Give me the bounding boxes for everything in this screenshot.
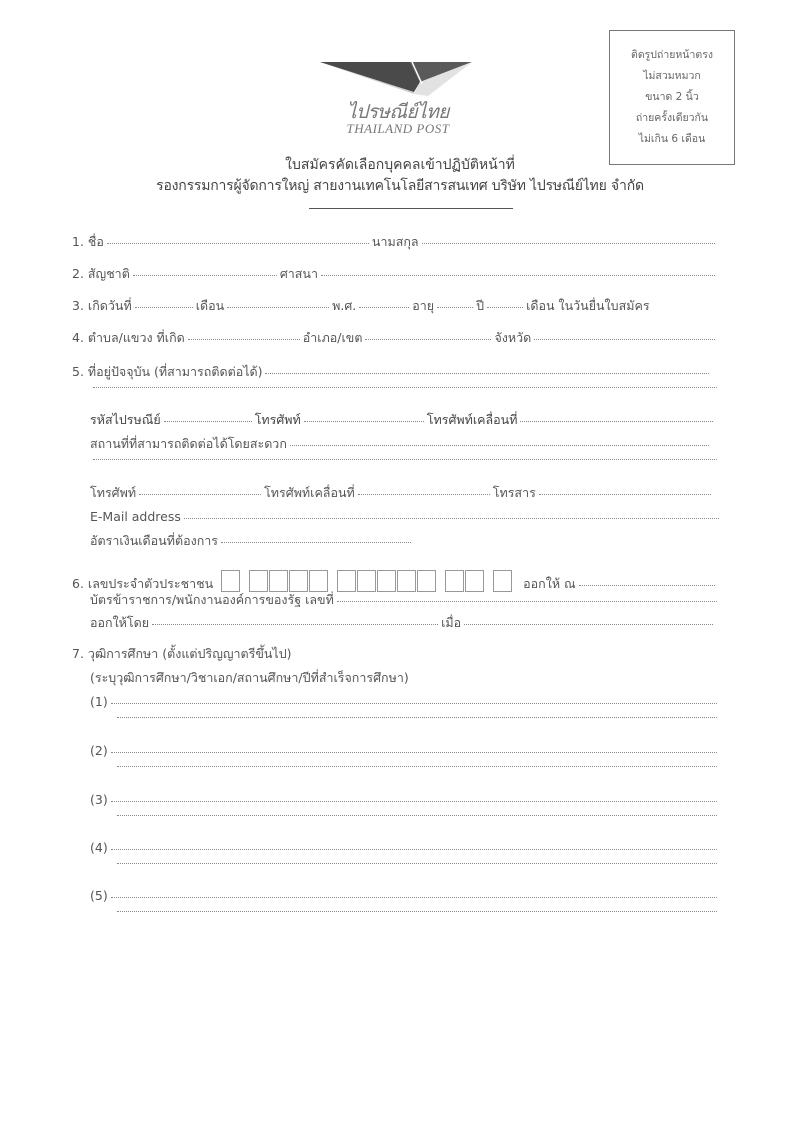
id-digit-box[interactable] xyxy=(269,570,288,592)
id-digit-box[interactable] xyxy=(493,570,512,592)
id-digit-box[interactable] xyxy=(309,570,328,592)
birth-month-field[interactable] xyxy=(227,306,329,308)
months-suffix-label: เดือน ในวันยื่นใบสมัคร xyxy=(526,298,650,313)
education-entry-2 xyxy=(90,743,720,759)
convenient-place-label: สถานที่ที่สามารถติดต่อได้โดยสะดวก xyxy=(90,436,287,451)
entry-number: (4) xyxy=(90,840,108,855)
row-address-line2 xyxy=(90,388,720,390)
birth-day-label: เกิดวันที่ xyxy=(87,298,132,313)
photo-instruction-line: ไม่สวมหมวก xyxy=(643,70,701,82)
address-field-line2[interactable] xyxy=(93,386,717,388)
religion-field[interactable] xyxy=(321,274,715,276)
subdistrict-label: ตำบล/แขวง ที่เกิด xyxy=(87,330,185,345)
education-entry-1 xyxy=(90,694,720,710)
item-number: 7. xyxy=(72,646,84,661)
photo-instruction-line: ถ่ายครั้งเดียวกัน xyxy=(635,112,709,124)
row-email xyxy=(90,509,722,525)
mobile-label: โทรศัพท์เคลื่อนที่ xyxy=(426,412,518,427)
form-title: ใบสมัครคัดเลือกบุคคลเข้าปฏิบัติหน้าที่ xyxy=(285,157,515,173)
phone2-label: โทรศัพท์ xyxy=(90,485,137,500)
age-years-field[interactable] xyxy=(437,306,473,308)
id-digit-box[interactable] xyxy=(417,570,436,592)
education-field-line2[interactable] xyxy=(117,765,717,767)
phone-field[interactable] xyxy=(304,420,424,422)
id-group-4 xyxy=(445,570,485,592)
salary-field[interactable] xyxy=(221,541,411,543)
age-label: อายุ xyxy=(412,298,435,313)
email-label: E-Mail address xyxy=(90,509,181,524)
email-field[interactable] xyxy=(184,517,719,519)
entry-number: (3) xyxy=(90,792,108,807)
gov-card-field[interactable] xyxy=(337,600,717,602)
nationality-field[interactable] xyxy=(133,274,277,276)
id-digit-box[interactable] xyxy=(337,570,356,592)
entry-number: (2) xyxy=(90,743,108,758)
id-group-3 xyxy=(337,570,437,592)
entry-number: (1) xyxy=(90,694,108,709)
id-card-label: เลขประจำตัวประชาชน xyxy=(87,576,214,591)
logo-thai-text: ไปรษณีย์ไทย xyxy=(347,101,449,123)
row-name xyxy=(72,234,718,250)
photo-placeholder-box xyxy=(609,30,735,165)
phone2-field[interactable] xyxy=(139,493,261,495)
item-number: 1. xyxy=(72,234,84,249)
id-digit-box[interactable] xyxy=(289,570,308,592)
education-entry-2-line2 xyxy=(114,767,720,769)
id-digit-box[interactable] xyxy=(249,570,268,592)
birth-year-field[interactable] xyxy=(359,306,409,308)
religion-label: ศาสนา xyxy=(279,266,318,281)
gov-card-label: บัตรข้าราชการ/พนักงานองค์การของรัฐ เลขที่ xyxy=(90,592,334,607)
issued-at-label: ออกให้ ณ xyxy=(523,576,576,591)
education-field-line2[interactable] xyxy=(117,814,717,816)
item-number: 2. xyxy=(72,266,84,281)
when-field[interactable] xyxy=(464,623,713,625)
title-divider xyxy=(309,208,513,209)
education-field[interactable] xyxy=(111,751,717,753)
education-entry-4-line2 xyxy=(114,864,720,866)
convenient-place-field-line2[interactable] xyxy=(93,458,717,460)
row-education-instruction xyxy=(90,670,409,686)
id-group-2 xyxy=(249,570,329,592)
years-label: ปี xyxy=(476,298,485,313)
age-months-field[interactable] xyxy=(487,306,523,308)
id-digit-box[interactable] xyxy=(221,570,240,592)
id-digit-box[interactable] xyxy=(397,570,416,592)
entry-number: (5) xyxy=(90,888,108,903)
issued-by-field[interactable] xyxy=(152,623,438,625)
district-field[interactable] xyxy=(365,338,491,340)
last-name-label: นามสกุล xyxy=(371,234,419,249)
last-name-field[interactable] xyxy=(422,242,715,244)
address-field[interactable] xyxy=(265,372,709,374)
row-nationality xyxy=(72,266,718,282)
issued-by-label: ออกให้โดย xyxy=(90,615,150,630)
row-birthdate xyxy=(72,298,718,314)
birth-day-field[interactable] xyxy=(135,306,193,308)
mobile-field[interactable] xyxy=(520,420,713,422)
education-entry-5 xyxy=(90,888,720,904)
district-label: อำเภอ/เขต xyxy=(302,330,363,345)
row-gov-card xyxy=(90,592,720,608)
photo-instruction-line: ขนาด 2 นิ้ว xyxy=(645,91,699,103)
row-convenient-place xyxy=(90,436,712,452)
birth-month-label: เดือน xyxy=(195,298,225,313)
id-digit-box[interactable] xyxy=(465,570,484,592)
mobile2-label: โทรศัพท์เคลื่อนที่ xyxy=(264,485,355,500)
education-label: วุฒิการศึกษา (ตั้งแต่ปริญญาตรีขึ้นไป) xyxy=(87,646,292,661)
thailand-post-logo xyxy=(318,56,478,146)
fax-field[interactable] xyxy=(539,493,711,495)
id-group-5 xyxy=(493,570,513,592)
item-number: 3. xyxy=(72,298,84,313)
row-education-header xyxy=(72,646,292,662)
postcode-field[interactable] xyxy=(164,420,252,422)
row-salary xyxy=(90,533,440,549)
row-convenient-place-line2 xyxy=(90,460,720,462)
first-name-field[interactable] xyxy=(107,242,369,244)
row-birthplace xyxy=(72,330,718,346)
row-postcode-phone xyxy=(90,412,716,428)
education-entry-3 xyxy=(90,792,720,808)
education-field[interactable] xyxy=(111,848,717,850)
id-group-1 xyxy=(221,570,241,592)
education-field[interactable] xyxy=(111,702,717,704)
nationality-label: สัญชาติ xyxy=(87,266,130,281)
row-contact-phones xyxy=(90,485,714,501)
logo-english-text: THAILAND POST xyxy=(346,121,450,136)
id-digit-box[interactable] xyxy=(357,570,376,592)
thailand-post-wing-icon xyxy=(318,56,478,100)
mobile2-field[interactable] xyxy=(358,493,490,495)
education-field-line2[interactable] xyxy=(117,716,717,718)
photo-instruction-line: ไม่เกิน 6 เดือน xyxy=(638,133,706,145)
phone-label: โทรศัพท์ xyxy=(254,412,301,427)
row-id-card xyxy=(72,566,718,592)
education-field-line2[interactable] xyxy=(117,862,717,864)
education-field[interactable] xyxy=(111,896,717,898)
first-name-label: ชื่อ xyxy=(87,234,104,249)
item-number: 5. xyxy=(72,364,84,379)
education-field[interactable] xyxy=(111,800,717,802)
issued-at-field[interactable] xyxy=(579,584,715,586)
when-label: เมื่อ xyxy=(441,615,462,630)
photo-instruction-line: ติดรูปถ่ายหน้าตรง xyxy=(631,49,713,61)
education-entry-5-line2 xyxy=(114,912,720,914)
subdistrict-field[interactable] xyxy=(188,338,300,340)
id-number-boxes xyxy=(221,570,513,592)
convenient-place-field[interactable] xyxy=(290,444,709,446)
education-entry-4 xyxy=(90,840,720,856)
id-digit-box[interactable] xyxy=(377,570,396,592)
education-entry-3-line2 xyxy=(114,816,720,818)
item-number: 6. xyxy=(72,576,84,591)
education-instruction: (ระบุวุฒิการศึกษา/วิชาเอก/สถานศึกษา/ปีที่สำเร็จการศึกษา) xyxy=(90,670,409,685)
education-field-line2[interactable] xyxy=(117,910,717,912)
row-address xyxy=(72,364,712,380)
row-issued-by xyxy=(90,615,716,631)
education-entry-1-line2 xyxy=(114,718,720,720)
form-subtitle: รองกรรมการผู้จัดการใหญ่ สายงานเทคโนโลยีสารสนเทศ บริษัท ไปรษณีย์ไทย จำกัด xyxy=(156,178,644,194)
fax-label: โทรสาร xyxy=(492,485,536,500)
item-number: 4. xyxy=(72,330,84,345)
address-label: ที่อยู่ปัจจุบัน (ที่สามารถติดต่อได้) xyxy=(87,364,263,379)
id-digit-box[interactable] xyxy=(445,570,464,592)
salary-label: อัตราเงินเดือนที่ต้องการ xyxy=(90,533,218,548)
province-label: จังหวัด xyxy=(494,330,532,345)
province-field[interactable] xyxy=(534,338,715,340)
birth-year-label: พ.ศ. xyxy=(332,298,357,313)
postcode-label: รหัสไปรษณีย์ xyxy=(90,412,161,427)
